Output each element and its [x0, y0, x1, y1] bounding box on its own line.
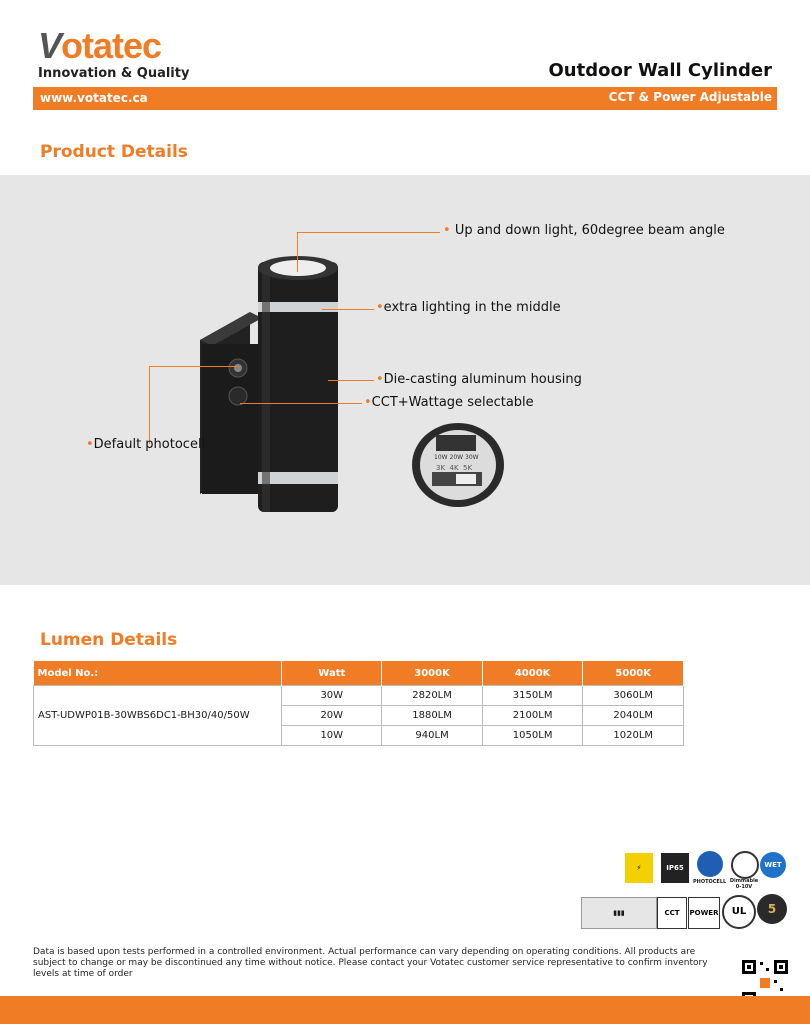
model-number: AST-UDWP01B-30WBS6DC1-BH30/40/50W: [34, 686, 282, 746]
cell-5000k: 1020LM: [583, 726, 684, 746]
ul-badge: UL: [722, 895, 756, 929]
voltage-icon: ⚡: [625, 853, 653, 883]
ip65-badge: IP65: [661, 853, 689, 883]
cell-watt: 30W: [282, 686, 382, 706]
callout-line-beam-h: [297, 232, 440, 233]
disclaimer: Data is based upon tests performed in a controlled environment. Actual performance can vary depending on operating conditions. All products are subject to change or may be discontinued any time without notice. Please contact your Votatec customer service representative to confirm inventory levels at time of order: [33, 947, 708, 979]
col-watt: Watt: [282, 661, 382, 686]
cell-4000k: 2100LM: [482, 706, 583, 726]
cell-5000k: 2040LM: [583, 706, 684, 726]
col-3000k: 3000K: [382, 661, 483, 686]
callout-photocell: •Default photocell: [86, 437, 206, 452]
votatec-logo: Votatec: [38, 25, 162, 66]
cell-4000k: 1050LM: [482, 726, 583, 746]
cell-watt: 20W: [282, 706, 382, 726]
page-title: Outdoor Wall Cylinder: [548, 60, 772, 81]
dimmable-label: Dimmable 0-10V: [729, 878, 759, 890]
photocell-icon: [697, 851, 723, 877]
cell-5000k: 3060LM: [583, 686, 684, 706]
page-subtitle: CCT & Power Adjustable: [608, 90, 772, 104]
switch-label-4k: 4K: [449, 464, 459, 472]
website-link[interactable]: www.votatec.ca: [40, 91, 148, 105]
cell-watt: 10W: [282, 726, 382, 746]
callout-cct: •CCT+Wattage selectable: [364, 395, 534, 410]
callout-line-housing: [328, 380, 374, 381]
switch-label-20w: 20W: [449, 454, 464, 461]
table-row: [34, 686, 684, 706]
callout-line-beam: [297, 232, 298, 272]
col-4000k: 4000K: [482, 661, 583, 686]
callout-line-photocell-h: [149, 366, 239, 367]
callout-line-cct: [240, 403, 362, 404]
callout-line-middle: [322, 309, 374, 310]
switch-label-30w: 30W: [465, 454, 479, 461]
cell-3000k: 940LM: [382, 726, 483, 746]
switch-label-5k: 5K: [463, 464, 473, 472]
footer-bar: [0, 996, 810, 1024]
warranty-badge: 5: [757, 894, 787, 924]
lumen-table: [33, 661, 684, 746]
callout-middle: •extra lighting in the middle: [376, 300, 561, 315]
switch-label-3k: 3K: [436, 464, 446, 472]
switch-label-10w: 10W: [434, 454, 448, 461]
dimmable-icon: [731, 851, 759, 879]
cell-4000k: 3150LM: [482, 686, 583, 706]
lumen-details-heading: Lumen Details: [40, 630, 178, 650]
col-model: Model No.:: [34, 661, 282, 686]
cct-badge: CCT: [657, 897, 687, 929]
tagline: Innovation & Quality: [38, 66, 190, 81]
photocell-label: PHOTOCELL: [693, 879, 727, 885]
product-details-heading: Product Details: [40, 142, 188, 162]
col-5000k: 5000K: [583, 661, 684, 686]
callout-beam: • Up and down light, 60degree beam angle: [443, 223, 725, 238]
cell-3000k: 2820LM: [382, 686, 483, 706]
cell-3000k: 1880LM: [382, 706, 483, 726]
callout-line-photocell: [149, 366, 150, 444]
wet-location-badge: WET: [760, 852, 786, 878]
power-badge: POWER: [688, 897, 720, 929]
callout-housing: •Die-casting aluminum housing: [376, 372, 582, 387]
cct-switch-icon: ▮▮▮: [581, 897, 657, 929]
